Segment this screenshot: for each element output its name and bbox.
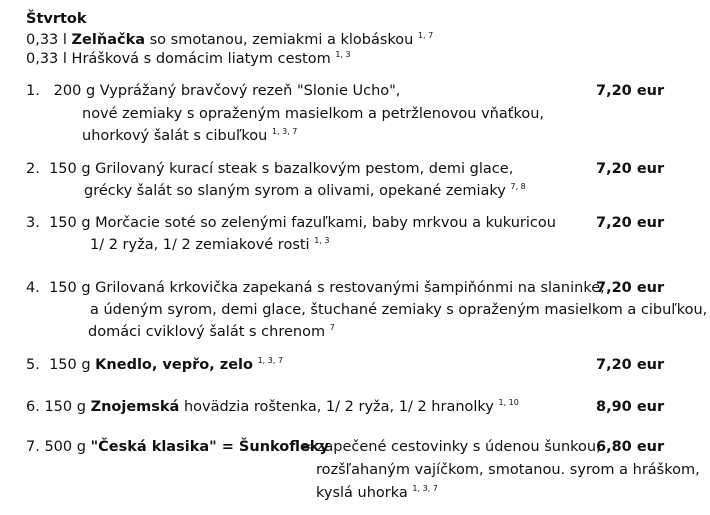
- meal-number: 6.: [26, 399, 40, 415]
- meal-name: Znojemská: [90, 399, 180, 415]
- meal-line: 7. 500 g "Česká klasika" = Šunkofleky: [26, 439, 329, 455]
- meal-line: kyslá uhorka $^{1, 3, 7}$: [316, 484, 438, 501]
- meal-line: 5. 150 g Knedlo, vepřo, zelo $^{1, 3, 7}$: [26, 356, 284, 373]
- allergens: 1, 7: [417, 31, 434, 40]
- allergens: 7, 8: [510, 182, 526, 191]
- soup-name: Zelňačka: [71, 32, 145, 48]
- meal-price: 7,20 eur: [596, 357, 665, 373]
- meal-price: 7,20 eur: [596, 161, 665, 177]
- meal-line: 6. 150 g Znojemská hovädzia roštenka, 1/ 2 ryža, 1/ 2 hranolky $^{1, 10}$: [26, 398, 519, 415]
- allergens: 1, 10: [498, 398, 519, 407]
- meal-line: a údeným syrom, demi glace, štuchané zemiaky s opraženým masielkom a cibuľkou,: [90, 302, 708, 318]
- meal-line: domáci cviklový šalát s chrenom $^7$: [88, 323, 335, 340]
- allergens: 1, 3, 7: [271, 127, 298, 136]
- day-heading: Štvrtok: [26, 11, 87, 27]
- meal-line: 1/ 2 ryža, 1/ 2 zemiakové rosti $^{1, 3}$: [90, 236, 330, 253]
- meal-line: grécky šalát so slaným syrom a olivami, opekané zemiaky $^{7, 8}$: [84, 182, 526, 199]
- meal-price: 7,20 eur: [596, 280, 665, 296]
- meal-line: 2. 150 g Grilovaný kurací steak s bazalkovým pestom, demi glace,: [26, 161, 514, 177]
- meal-number: 3.: [26, 215, 40, 231]
- meal-line: nové zemiaky s opraženým masielkom a petržlenovou vňaťkou,: [82, 106, 544, 122]
- meal-line: 1. 200 g Vyprážaný bravčový rezeň "Slonie Ucho",: [26, 83, 401, 99]
- meal-price: 6,80 eur: [596, 439, 665, 455]
- meal-name: "Česká klasika" = Šunkofleky: [90, 439, 329, 455]
- meal-line: = zapečené cestovinky s údenou šunkou,: [300, 439, 601, 455]
- allergens: 1, 3: [314, 236, 330, 245]
- meal-line: uhorkový šalát s cibuľkou $^{1, 3, 7}$: [82, 127, 298, 144]
- soup-item: 0,33 l Zelňačka so smotanou, zemiakmi a klobáskou $^{1, 7}$: [26, 31, 434, 48]
- meal-number: 5.: [26, 357, 40, 373]
- meal-price: 7,20 eur: [596, 215, 665, 231]
- meal-price: 7,20 eur: [596, 83, 665, 99]
- meal-name: Knedlo, vepřo, zelo: [95, 357, 253, 373]
- soup-item: 0,33 l Hrášková s domácim liatym cestom $^{1, 3}$: [26, 50, 351, 67]
- meal-line: 3. 150 g Morčacie soté so zelenými fazuľkami, baby mrkvou a kukuricou: [26, 215, 556, 231]
- meal-number: 1.: [26, 83, 40, 99]
- meal-number: 4.: [26, 280, 40, 296]
- allergens: 7: [329, 323, 335, 332]
- allergens: 1, 3: [335, 50, 351, 59]
- allergens: 1, 3, 7: [257, 356, 284, 365]
- meal-line: rozšľahaným vajíčkom, smotanou. syrom a hráškom,: [316, 462, 700, 478]
- meal-number: 7.: [26, 439, 40, 455]
- meal-price: 8,90 eur: [596, 399, 665, 415]
- meal-line: 4. 150 g Grilovaná krkovička zapekaná s restovanými šampiňónmi na slaninke,: [26, 280, 605, 296]
- meal-number: 2.: [26, 161, 40, 177]
- allergens: 1, 3, 7: [412, 484, 438, 493]
